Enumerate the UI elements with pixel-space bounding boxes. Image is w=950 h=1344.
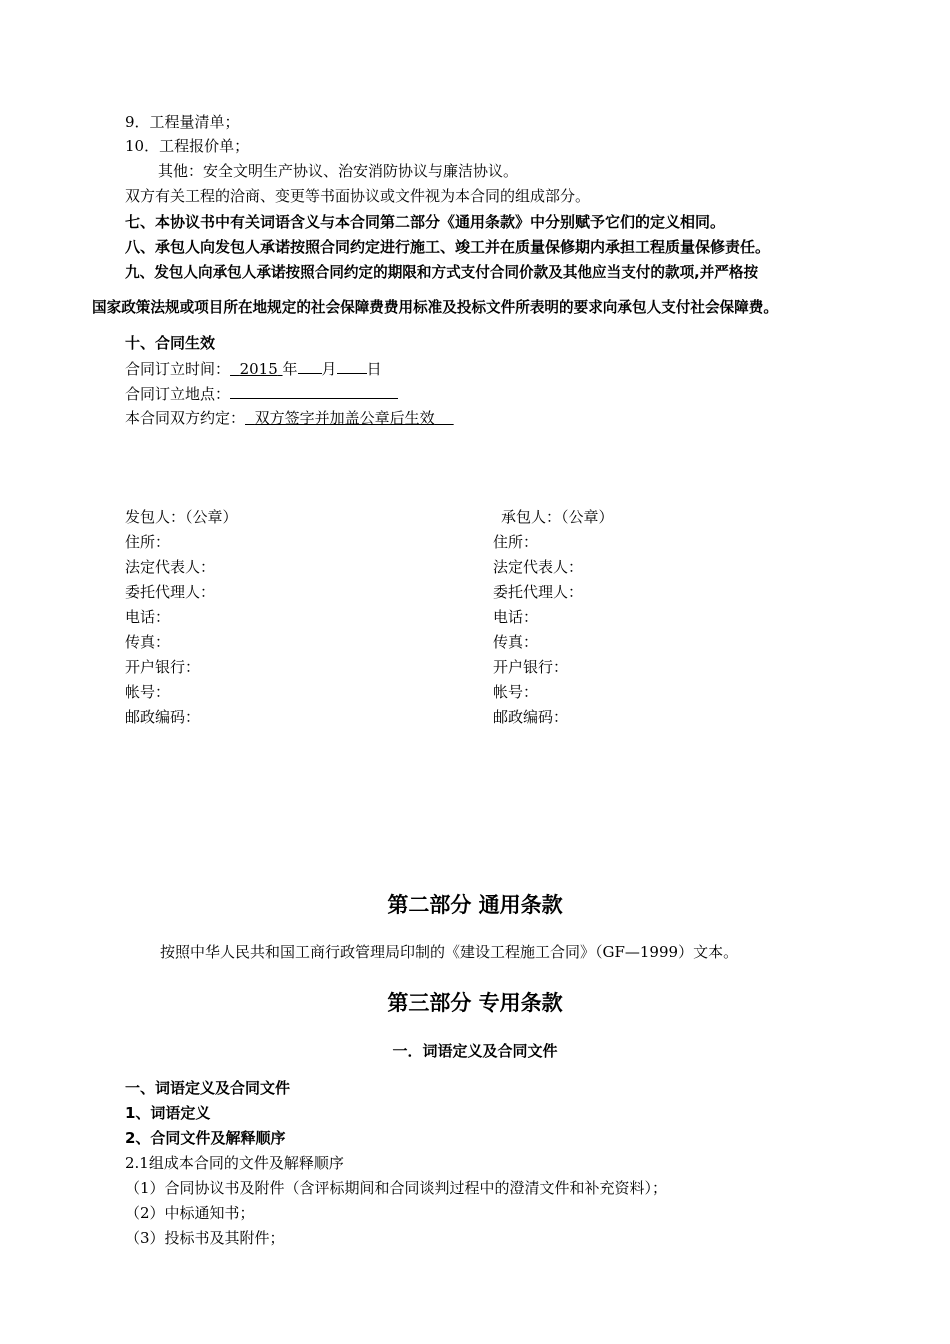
agreement-row [125, 407, 454, 429]
item-1-heading: 1、词语定义 [125, 1104, 211, 1122]
sign-time-row [125, 357, 382, 380]
employer-bank: 开户银行： [125, 658, 201, 676]
contractor-bank: 开户银行： [493, 658, 569, 676]
contractor-account: 帐号： [493, 683, 539, 701]
year-char: 年 [282, 360, 298, 378]
employer-title: 发包人：（公章） [125, 508, 238, 526]
employer-legal-rep: 法定代表人： [125, 558, 216, 576]
day-blank [337, 357, 367, 374]
month-blank [298, 357, 322, 374]
contractor-phone: 电话： [493, 608, 539, 626]
part-2-text: 按照中华人民共和国工商行政管理局印制的《建设工程施工合同》（GF—1999）文本。 [160, 943, 739, 961]
employer-agent: 委托代理人： [125, 583, 216, 601]
sign-place-blank [230, 382, 398, 399]
part-3-subtitle: 一．词语定义及合同文件 [392, 1042, 558, 1060]
section-1-heading: 一、词语定义及合同文件 [125, 1079, 291, 1097]
part-2-title: 第二部分 通用条款 [387, 893, 563, 917]
item-2-1: 2.1组成本合同的文件及解释顺序 [125, 1154, 344, 1172]
day-char: 日 [366, 360, 382, 378]
employer-account: 帐号： [125, 683, 171, 701]
employer-address: 住所： [125, 533, 171, 551]
clause-7: 七、本协议书中有关词语含义与本合同第二部分《通用条款》中分别赋予它们的定义相同。 [125, 213, 726, 231]
contractor-postcode: 邮政编码： [493, 708, 569, 726]
list-item: （3）投标书及其附件； [125, 1229, 285, 1247]
clause-10-title: 十、合同生效 [125, 334, 216, 352]
clause-8: 八、承包人向发包人承诺按照合同约定进行施工、竣工并在质量保修期内承担工程质量保修责任。 [125, 238, 771, 256]
employer-fax: 传真： [125, 633, 171, 651]
clause-9-line-2: 国家政策法规或项目所在地规定的社会保障费费用标准及投标文件所表明的要求向承包人支付社会保障费。 [92, 299, 778, 316]
part-3-title: 第三部分 专用条款 [387, 991, 563, 1015]
sign-time-label: 合同订立时间： [125, 360, 231, 378]
contractor-agent: 委托代理人： [493, 583, 584, 601]
agreement-value: 双方签字并加盖公章后生效 [254, 409, 435, 427]
sign-time-year: 2015 [239, 360, 278, 378]
employer-phone: 电话： [125, 608, 171, 626]
contractor-legal-rep: 法定代表人： [493, 558, 584, 576]
clause-9-line-1: 九、发包人向承包人承诺按照合同约定的期限和方式支付合同价款及其他应当支付的款项,并严格按 [125, 264, 759, 281]
list-item-9: 9．工程量清单； [125, 113, 240, 131]
contractor-address: 住所： [493, 533, 539, 551]
contractor-fax: 传真： [493, 633, 539, 651]
list-item: （1）合同协议书及附件（含评标期间和合同谈判过程中的澄清文件和补充资料）； [125, 1179, 668, 1197]
contractor-title: 承包人：（公章） [501, 508, 614, 526]
sign-place-label: 合同订立地点： [125, 385, 231, 403]
both-parties-note: 双方有关工程的洽商、变更等书面协议或文件视为本合同的组成部分。 [125, 187, 591, 205]
sign-place-row [125, 382, 398, 405]
other-documents: 其他：安全文明生产协议、治安消防协议与廉洁协议。 [158, 162, 519, 180]
list-item-10: 10．工程报价单； [125, 137, 250, 155]
employer-postcode: 邮政编码： [125, 708, 201, 726]
agreement-label: 本合同双方约定： [125, 409, 246, 427]
item-2-heading: 2、合同文件及解释顺序 [125, 1129, 286, 1147]
list-item: （2）中标通知书； [125, 1204, 255, 1222]
month-char: 月 [321, 360, 337, 378]
